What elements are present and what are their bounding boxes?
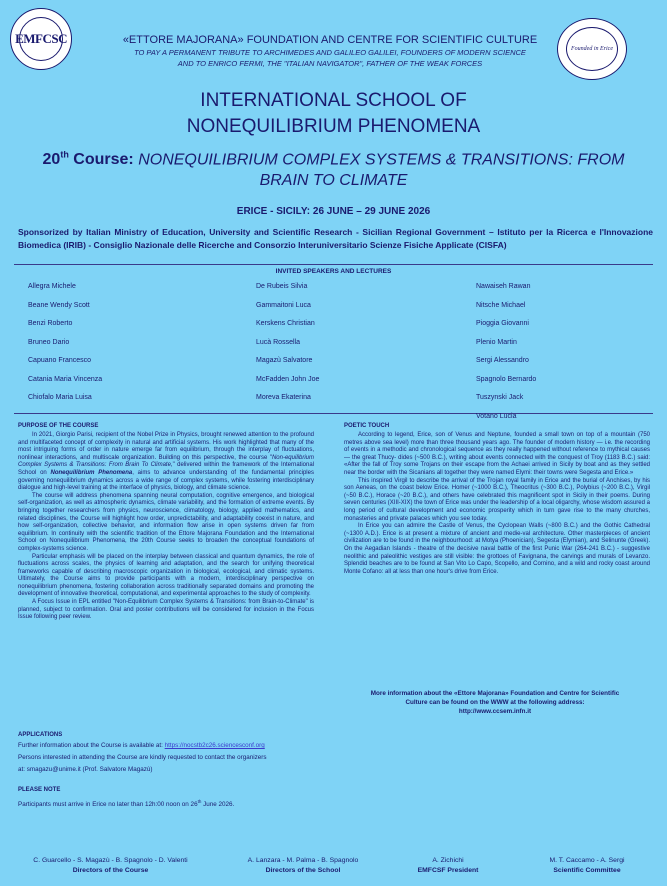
speaker-name: Tuszynski Jack — [476, 394, 524, 401]
emfcsc-logo — [10, 8, 72, 70]
please-note-title: PLEASE NOTE — [18, 787, 61, 793]
speaker-name: Sergi Alessandro — [476, 357, 529, 364]
speaker-name: Spagnolo Bernardo — [476, 375, 537, 383]
speaker-name: Bruneo Dario — [28, 338, 70, 346]
speakers-column-3 — [476, 283, 536, 431]
course-website-link[interactable]: https://nocstb2c26.sciencesconf.org — [164, 742, 265, 749]
speakers-title: INVITED SPEAKERS AND LECTURES — [270, 268, 398, 275]
more-information: More information about the «Ettore Majorana» Foundation and Centre for Scientific Culture can be found on the WWW at the following address: http://www.ccsem.infn.it — [350, 689, 640, 716]
speakers-column-2 — [256, 283, 319, 413]
speaker-name: Votano Lucia — [476, 412, 517, 420]
signature-course-directors: C. Guarcello - S. Magazù - B. Spagnolo - D. Valenti Directors of the Course — [33, 857, 188, 874]
foundation-tribute: TO PAY A PERMANENT TRIBUTE TO ARCHIMEDES AND GALILEO GALILEI, FOUNDERS OF MODERN SCIENCE AND TO ENRICO FERMI, THE "ITALIAN NAVIGATOR", FATHER OF THE WEAK FORCES — [134, 48, 526, 68]
school-title: INTERNATIONAL SCHOOL OF NONEQUILIBRIUM PHENOMENA — [186, 90, 481, 137]
sponsors: Sponsorized by Italian Ministry of Education, University and Scientific Research - Sicilian Regional Government – Istituto per la Ricerca e l'Innovazione Biomedica (IRIB) - Consiglio Nazionale delle Ricerche and Consorzio Interuniversitario Scienze Fisiche Applicate (CISFA) — [18, 227, 653, 250]
speaker-name: Magazù Salvatore — [256, 357, 313, 364]
speaker-name: Kerskens Christian — [256, 320, 315, 327]
speaker-name: Capuano Francesco — [28, 357, 92, 364]
speaker-name: De Rubeis Silvia — [256, 283, 308, 290]
logo-caption: Founded in Erice — [571, 46, 613, 52]
applications-title: APPLICATIONS — [18, 732, 63, 738]
speaker-name: Nawaiseh Rawan — [476, 283, 531, 290]
poetic-title: POETIC TOUCH — [344, 423, 390, 429]
ccsem-url[interactable]: http://www.ccsem.infn.it — [458, 708, 532, 715]
speaker-name: Chiofalo Maria Luisa — [28, 394, 92, 401]
course-dates: ERICE - SICILY: 26 JUNE – 29 JUNE 2026 — [236, 206, 431, 217]
purpose-text: In 2021, Giorgio Parisi, recipient of the Nobel Prize in Physics, brought renewed attention to the profound and multifaceted concept of complexity in natural and artificial systems. His work highlighted that many of the most intriguing forms of order in nature emerge far from equilibrium, through the interplay of fluctuations, nonlinear interactions, and multiscale organization. Building on this perspective, the course "Non-equilibrium Complex Systems & Transitions: From Brain To Climate," delivered within the framework of the International School on Nonequilibrium Phenomena, aims to advance understanding of the fundamental principles governing nonequilibrium dynamics across a wide range of complex systems, while fostering interdisciplinary dialogue and high-level training at the interface of physics, biology, and climate science. The course will address phenomena spanning neural computation, cognitive emergence, and biological self-organization, as well as atmospheric dynamics, climate variability, and the formation of extreme events. By bringing together researchers from physics, neuroscience, climatology, biology, applied mathematics, and related disciplines, the Course will highlight how order, unpredictability, and adaptability coexist in nature, and how self-organization, collective behavior, and information flow arise in open systems driven far from equilibrium. In continuity with the scientific tradition of the Ettore Majorana Foundation and the International School on Nonequilibrium Phenomena, the 20th Course seeks to broaden the conceptual foundations of complex-systems science. Particular emphasis will be placed on the interplay between classical and quantum dynamics, the role of fluctuations across scales, the physics of learning and adaptation, and the search for unifying theoretical frameworks capable of describing macroscopic organization in biological, ecological, and climatic systems. Ultimately, the Course aims to provide participants with a modern, interdisciplinary perspective on nonequilibrium phenomena, fostering collaboration across traditionally separated domains and promoting the development of innovative theoretical, computational, and experimental approaches to the study of complexity. A Focus Issue in EPL entitled "Non-Equilibrium Complex Systems & Transitions: from Brain-to-Climate" is planned, subject to confirmation. Oral and poster contributions will be considered for inclusion in the Focus Issue following peer review. — [18, 432, 314, 621]
speaker-name: Lucà Rossella — [256, 338, 300, 346]
foundation-name: «ETTORE MAJORANA» FOUNDATION AND CENTRE FOR SCIENTIFIC CULTURE — [122, 34, 538, 46]
speaker-name: Pioggia Giovanni — [476, 320, 529, 327]
speaker-name: Moreva Ekaterina — [256, 394, 311, 401]
speaker-name: Benzi Roberto — [28, 320, 73, 327]
speaker-name: Allegra Michele — [28, 283, 76, 290]
speaker-name: Beane Wendy Scott — [28, 301, 90, 309]
signature-president: A. Zichichi EMFCSF President — [417, 857, 479, 874]
speaker-name: Catania Maria Vincenza — [28, 375, 103, 383]
logo-monogram: EMFCSC — [15, 31, 67, 46]
applications-text: Further information about the Course is available at: https://nocstb2c26.sciencesconf.org Persons interested in attending the Course are kindly requested to contact the organizers at: smagazu@unime.it (Prof. Salvatore Magazù) — [18, 742, 267, 773]
purpose-title: PURPOSE OF THE COURSE — [18, 423, 99, 429]
speaker-name: Plenio Martin — [476, 338, 517, 346]
speaker-name: Gammaitoni Luca — [256, 301, 311, 309]
please-note-text: Participants must arrive in Erice no later than 12h:00 noon on 26th June 2026. — [18, 799, 235, 809]
speaker-name: McFadden John Joe — [256, 375, 320, 383]
signature-scientific-committee: M. T. Caccamo - A. Sergi Scientific Committee — [549, 857, 625, 874]
speakers-column-1 — [28, 283, 102, 413]
signature-school-directors: A. Lanzara - M. Palma - B. Spagnolo Directors of the School — [247, 857, 359, 874]
course-title: 20th Course: NONEQUILIBRIUM COMPLEX SYSTEMS & TRANSITIONS: FROM BRAIN TO CLIMATE — [42, 150, 625, 190]
speaker-name: Nitsche Michael — [476, 301, 526, 309]
poetic-text: According to legend, Erice, son of Venus and Neptune, founded a small town on top of a mountain (750 metres above sea level) more than three thousand years ago. The founder of modern history — i.e. the recording of events in a methodic and chronological sequence as they really happened without reference to mythical causes — the great Thucy- dides (~500 B.C.), writing about events connected with the conquest of Troy (1183 B.C.) said: «After the fall of Troy some Trojans on their escape from the Achaei arrived in Sicily by boat and as they settled near the border with the Sicanians all together they were named Elymi: their towns were Segesta and Erice.» This inspired Virgil to describe the arrival of the Trojan royal family in Erice and the burial of Anchises, by his son Aeneas, on the coast below Erice. Homer (~1000 B.C.), Theocritus (~300 B.C.), Polybius (~200 B.C.), Virgil (~50 B.C.), Horace (~20 B.C.), and others have celebrated this magnificent spot in Sicily in their poems. During seven centuries (XIII-XIX) the town of Erice was under the leadership of a local oligarchy, whose wisdom assured a long period of cultural development and economic prosperity which in turn gave rise to the many churches, monasteries and private palaces which you see today. In Erice you can admire the Castle of Venus, the Cyclopean Walls (~800 B.C.) and the Gothic Cathedral (~1300 A.D.). Erice is at present a mixture of ancient and medie-val architecture. Other masterpieces of ancient civilization are to be found in the neighbourhood: at Motya (Phoenician), Segesta (Elymian), and Selinunte (Greek). On the Aegadian Islands - theatre of the decisive naval battle of the first Punic War (264-241 B.C.) - suggestive neolithic and paleolithic vestiges are still visible: the grottoes of Favignana, the carvings and murals of Levanzo. Splendid beaches are to be found at San Vito Lo Capo, Scopello, and Cornino, and a wild and rocky coast around Monte Cofano: all at less than one hour's drive from Erice. — [344, 432, 650, 575]
speakers-box — [14, 264, 653, 420]
